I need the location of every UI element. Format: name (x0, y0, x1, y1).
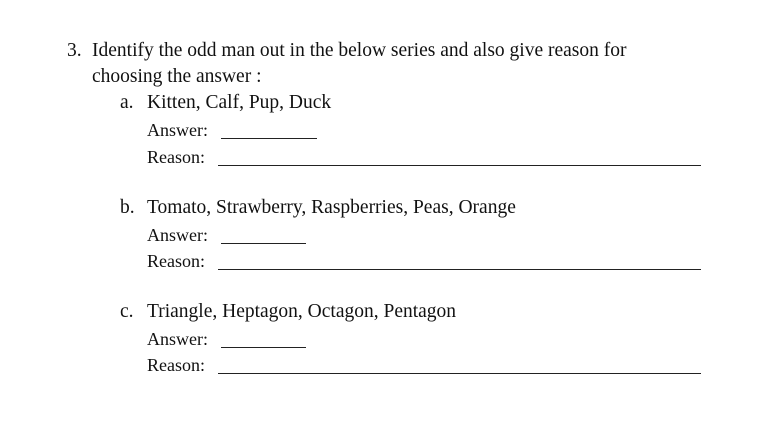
question-number: 3. (67, 40, 82, 61)
part-a-label: a. (120, 92, 134, 113)
part-a-reason-blank[interactable] (218, 165, 701, 166)
part-b-label: b. (120, 197, 135, 218)
part-b-reason-label: Reason: (147, 251, 205, 271)
part-a-series: Kitten, Calf, Pup, Duck (147, 92, 332, 113)
question-text-line-2: choosing the answer : (92, 66, 262, 87)
part-c-reason-label: Reason: (147, 355, 205, 375)
part-a-reason-label: Reason: (147, 147, 205, 167)
part-c-reason-blank[interactable] (218, 373, 701, 374)
part-c-label: c. (120, 301, 134, 322)
part-b-answer-label: Answer: (147, 225, 208, 245)
question-text-line-1: Identify the odd man out in the below series and also give reason for (92, 40, 627, 61)
part-c-answer-label: Answer: (147, 329, 208, 349)
part-c-series: Triangle, Heptagon, Octagon, Pentagon (147, 301, 457, 322)
part-c-answer-blank[interactable] (221, 347, 306, 348)
part-b-series: Tomato, Strawberry, Raspberries, Peas, Orange (147, 197, 516, 218)
part-b-answer-blank[interactable] (221, 243, 306, 244)
part-a-answer-label: Answer: (147, 120, 208, 140)
part-b-reason-blank[interactable] (218, 269, 701, 270)
part-a-answer-blank[interactable] (221, 138, 317, 139)
